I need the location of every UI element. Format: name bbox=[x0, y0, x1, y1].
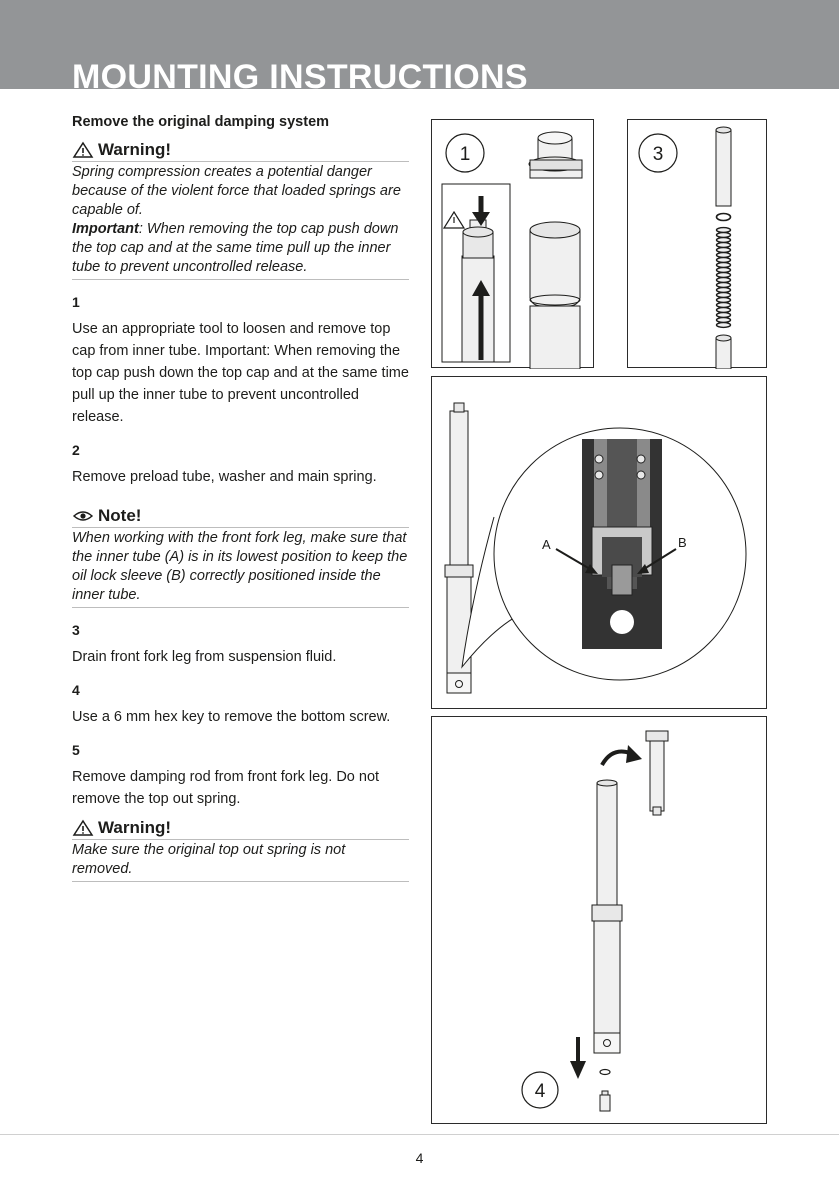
figure-2-drawing bbox=[432, 377, 768, 710]
figure-1-drawing bbox=[432, 120, 595, 369]
warning-title: Warning! bbox=[98, 139, 172, 159]
step-text: Remove damping rod from front fork leg. Do not remove the top out spring. bbox=[72, 769, 380, 807]
figure-4-damping-rod bbox=[431, 716, 767, 1124]
figure-3-spring bbox=[627, 119, 767, 368]
spring-coil bbox=[717, 248, 731, 253]
spring-coil bbox=[717, 298, 731, 303]
spring-coil bbox=[717, 238, 731, 243]
warning-callout-2-body: Make sure the original top out spring is not removed. bbox=[72, 840, 409, 882]
inner-tube-part bbox=[530, 222, 580, 369]
figure-1-top-cap bbox=[431, 119, 594, 368]
spring-coil bbox=[717, 253, 731, 258]
spring-coil bbox=[717, 228, 731, 233]
footer-divider bbox=[0, 1134, 839, 1135]
step-text: Remove preload tube, washer and main spring. bbox=[72, 469, 377, 485]
label-b: B bbox=[678, 535, 687, 550]
figure-2-oil-lock-detail bbox=[431, 376, 767, 709]
note-callout-heading bbox=[72, 504, 409, 528]
label-a: A bbox=[542, 537, 551, 552]
figure-number: 3 bbox=[652, 144, 664, 165]
spring-coil bbox=[717, 278, 731, 283]
curved-arrow-icon bbox=[602, 745, 642, 765]
step-number: 3 bbox=[72, 622, 80, 638]
spring-coil bbox=[717, 283, 731, 288]
instruction-column bbox=[72, 114, 409, 882]
warning-text: Spring compression creates a potential danger because of the violent force that loaded springs are capable of. bbox=[72, 164, 401, 218]
figure-3-drawing bbox=[628, 120, 768, 369]
warning-title: Warning! bbox=[98, 817, 172, 837]
important-text: : When removing the top cap push down the top cap and at the same time pull up the inner tube to prevent uncontrolled release. bbox=[72, 221, 399, 275]
spring-coil bbox=[717, 263, 731, 268]
spring-coil bbox=[717, 288, 731, 293]
damping-rod-part bbox=[646, 731, 668, 815]
warning-triangle-icon bbox=[72, 819, 94, 837]
step-number: 1 bbox=[72, 294, 80, 310]
step-number: 4 bbox=[72, 682, 80, 698]
preload-tube-part bbox=[716, 127, 731, 206]
spring-coil bbox=[717, 313, 731, 318]
figure-4-drawing bbox=[432, 717, 768, 1125]
down-arrow-icon bbox=[570, 1037, 586, 1079]
eye-icon bbox=[72, 507, 94, 525]
note-callout-body: When working with the front fork leg, make sure that the inner tube (A) is in its lowest position to keep the oil lock sleeve (B) correctly positioned inside the inner tube. bbox=[72, 528, 409, 608]
spring-coil bbox=[717, 323, 731, 328]
step-text: Use an appropriate tool to loosen and remove top cap from inner tube. Important: When removing the top cap push down the top cap and at the same time pull up the inner tube to prevent uncontrolled release. bbox=[72, 321, 409, 425]
spring-coil bbox=[717, 243, 731, 248]
fork-leg-part bbox=[592, 780, 622, 1053]
bottom-washer-part bbox=[600, 1070, 610, 1075]
spring-coil bbox=[717, 318, 731, 323]
spring-coil bbox=[717, 303, 731, 308]
main-spring-part bbox=[717, 228, 731, 328]
washer-part bbox=[717, 214, 731, 221]
important-label: Important bbox=[72, 221, 139, 237]
page-title: MOUNTING INSTRUCTIONS bbox=[72, 58, 528, 89]
warning-triangle-icon bbox=[72, 141, 94, 159]
spring-coil bbox=[717, 268, 731, 273]
warning-callout-2-heading bbox=[72, 816, 409, 840]
figure-number: 4 bbox=[534, 1081, 546, 1102]
warning-callout-1-heading bbox=[72, 138, 409, 162]
spring-coil bbox=[717, 233, 731, 238]
step-text: Use a 6 mm hex key to remove the bottom screw. bbox=[72, 709, 391, 725]
spring-coil bbox=[717, 258, 731, 263]
spring-coil bbox=[717, 308, 731, 313]
figure-number: 1 bbox=[459, 144, 471, 165]
page-number: 4 bbox=[415, 1150, 424, 1166]
step-number: 5 bbox=[72, 742, 80, 758]
step-text: Drain front fork leg from suspension fluid. bbox=[72, 649, 337, 665]
inner-tube-part bbox=[716, 335, 731, 369]
bottom-screw-part bbox=[600, 1091, 610, 1111]
top-cap-part bbox=[529, 132, 582, 178]
spring-coil bbox=[717, 293, 731, 298]
note-title: Note! bbox=[98, 505, 142, 525]
section-title: Remove the original damping system bbox=[72, 114, 330, 130]
page-header bbox=[0, 0, 839, 89]
step-number: 2 bbox=[72, 442, 80, 458]
warning-callout-1-body bbox=[72, 162, 409, 280]
oil-lock-cross-section bbox=[582, 439, 662, 649]
spring-coil bbox=[717, 273, 731, 278]
